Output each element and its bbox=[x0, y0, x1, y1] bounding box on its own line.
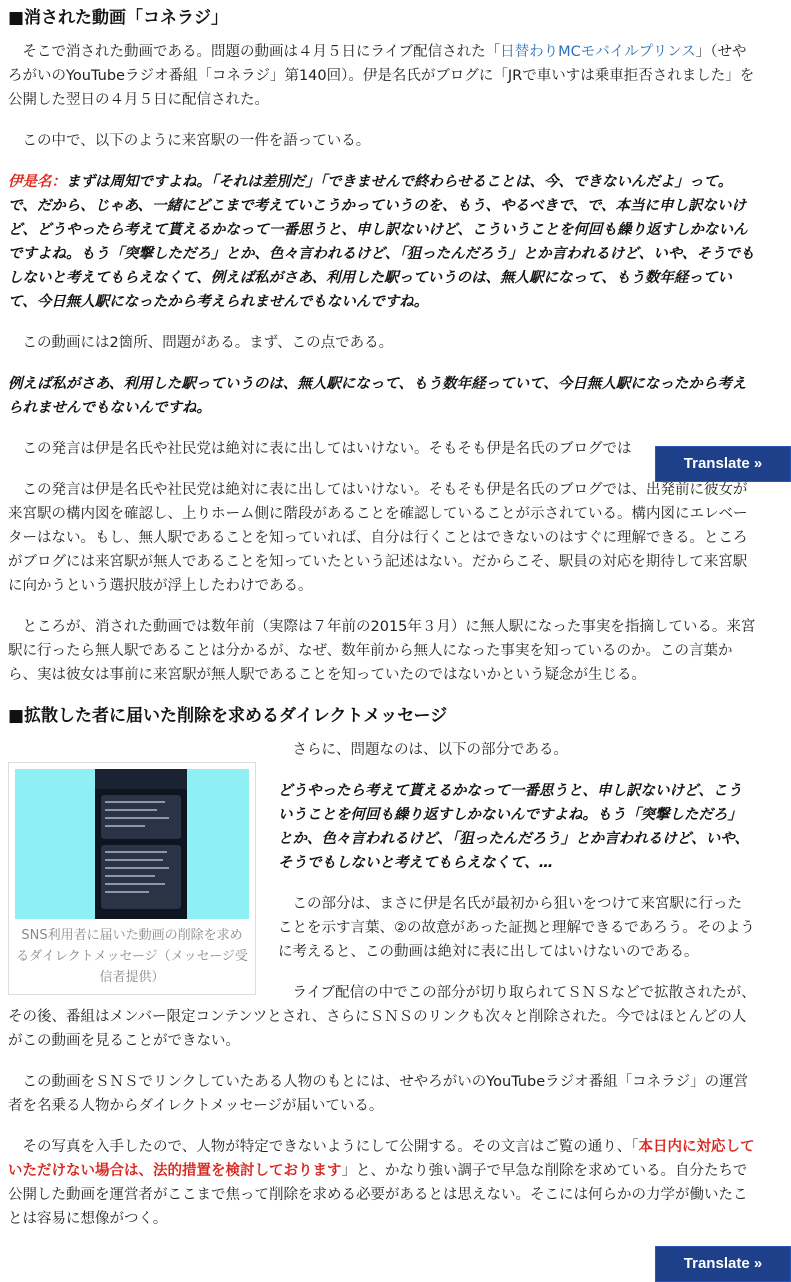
paragraph: この部分は、まさに伊是名氏が最初から狙いをつけて来宮駅に行ったことを示す言葉、②の故意があった証拠と理解できるであろう。そのように考えると、この動画は絶対に表に出してはいけないのである。 bbox=[278, 896, 755, 960]
quote-block: 伊是名：まずは周知ですよね。「それは差別だ」「できませんで終わらせることは、今、できないんだよ」って。で、だから、じゃあ、一緒にどこまで考えていこうかっていうのを、もう、やるべきで、で、本当に申し訳ないけど、どうやったら考えて貰えるかなって一番思うと、申し訳ないけど、こういうことを何回も繰り返すしかないんですよね。もう「突撃しただろ」とか、色々言われるけど、「狙ったんだろう」とか言われるけど、いや、そうでもしないと考えてもらえなくて、例えば私がさあ、利用した駅っていうのは、無人駅になって、もう数年経っていて、今日無人駅になったから考えられませんでもないんですね。 bbox=[8, 174, 755, 310]
section-heading-deleted-video: ■消された動画「コネラジ」 bbox=[8, 8, 229, 28]
translate-button[interactable]: Translate » bbox=[655, 446, 791, 482]
paragraph: そこで消された動画である。問題の動画は４月５日にライブ配信された「日替わりMCモバイルプリンス」（せやろがいのYouTubeラジオ番組「コネラジ」第140回）。伊是名氏がブログに「JRで車いすは乗車拒否されました」を公開した翌日の４月５日に配信された。 bbox=[8, 44, 755, 108]
paragraph: この中で、以下のように来宮駅の一件を語っている。 bbox=[22, 133, 371, 149]
article-body bbox=[8, 0, 756, 1248]
quote-block: 例えば私がさあ、利用した駅っていうのは、無人駅になって、もう数年経っていて、今日無人駅になったから考えられませんでもないんですね。 bbox=[8, 376, 747, 416]
translate-button[interactable]: Translate » bbox=[655, 1246, 791, 1282]
paragraph-truncated: この発言は伊是名氏や社民党は絶対に表に出してはいけない。そもそも伊是名氏のブログでは bbox=[22, 441, 632, 457]
phone-screen bbox=[95, 769, 187, 919]
paragraph: さらに、問題なのは、以下の部分である。 bbox=[292, 742, 568, 758]
highlighted-legal-warning: 本日内に対応していただけない場合は、法的措置を検討しております bbox=[8, 1139, 755, 1179]
paragraph: この発言は伊是名氏や社民党は絶対に表に出してはいけない。そもそも伊是名氏のブログでは、出発前に彼女が来宮駅の構内図を確認し、上りホーム側に階段があることを確認していることが示されている。構内図にエレベーターはない。もし、無人駅であることを知っていれば、自分は行くことはできないのはすぐに理解できる。ところがブログには来宮駅が無人であることを知っていたという記述はない。だからこそ、駅員の対応を期待して来宮駅に向かうという選択肢が浮上したわけである。 bbox=[8, 482, 748, 594]
dm-screenshot-image[interactable] bbox=[15, 769, 249, 919]
speaker-label: 伊是名： bbox=[8, 174, 66, 190]
quote-block: どうやったら考えて貰えるかなって一番思うと、申し訳ないけど、こういうことを何回も繰り返すしかないんですよね。もう「突撃しただろ」とか、色々言われるけど、「狙ったんだろう」とか言われるけど、いや、そうでもしないと考えてもらえなくて、… bbox=[278, 783, 749, 871]
video-link[interactable]: 日替わりMCモバイルプリンス bbox=[500, 44, 696, 60]
paragraph: この動画をＳＮＳでリンクしていたある人物のもとには、せやろがいのYouTubeラジオ番組「コネラジ」の運営者を名乗る人物からダイレクトメッセージが届いている。 bbox=[8, 1074, 749, 1114]
section-heading-dm: ■拡散した者に届いた削除を求めるダイレクトメッセージ bbox=[8, 706, 448, 726]
paragraph: ライブ配信の中でこの部分が切り取られてＳＮＳなどで拡散されたが、その後、番組はメンバー限定コンテンツとされ、さらにＳＮＳのリンクも次々と削除された。今ではほとんどの人がこの動画を見ることができない。 bbox=[8, 985, 756, 1049]
figure-caption: SNS利用者に届いた動画の削除を求めるダイレクトメッセージ（メッセージ受信者提供） bbox=[16, 928, 248, 985]
dm-screenshot-figure bbox=[8, 762, 256, 995]
paragraph: その写真を入手したので、人物が特定できないようにして公開する。その文言はご覧の通り、「本日内に対応していただけない場合は、法的措置を検討しております」と、かなり強い調子で早急な削除を求めている。自分たちで公開した動画を運営者がここまで焦って削除を求める必要があるとは思えない。そこには何らかの力学が働いたことは容易に想像がつく。 bbox=[8, 1139, 755, 1227]
paragraph: この動画には2箇所、問題がある。まず、この点である。 bbox=[22, 335, 394, 351]
paragraph: ところが、消された動画では数年前（実際は７年前の2015年３月）に無人駅になった事実を指摘している。来宮駅に行ったら無人駅であることは分かるが、なぜ、数年前から無人になった事実を知っているのか。この言葉から、実は彼女は事前に来宮駅が無人駅であることを知っていたのではないかという疑念が生じる。 bbox=[8, 619, 756, 683]
